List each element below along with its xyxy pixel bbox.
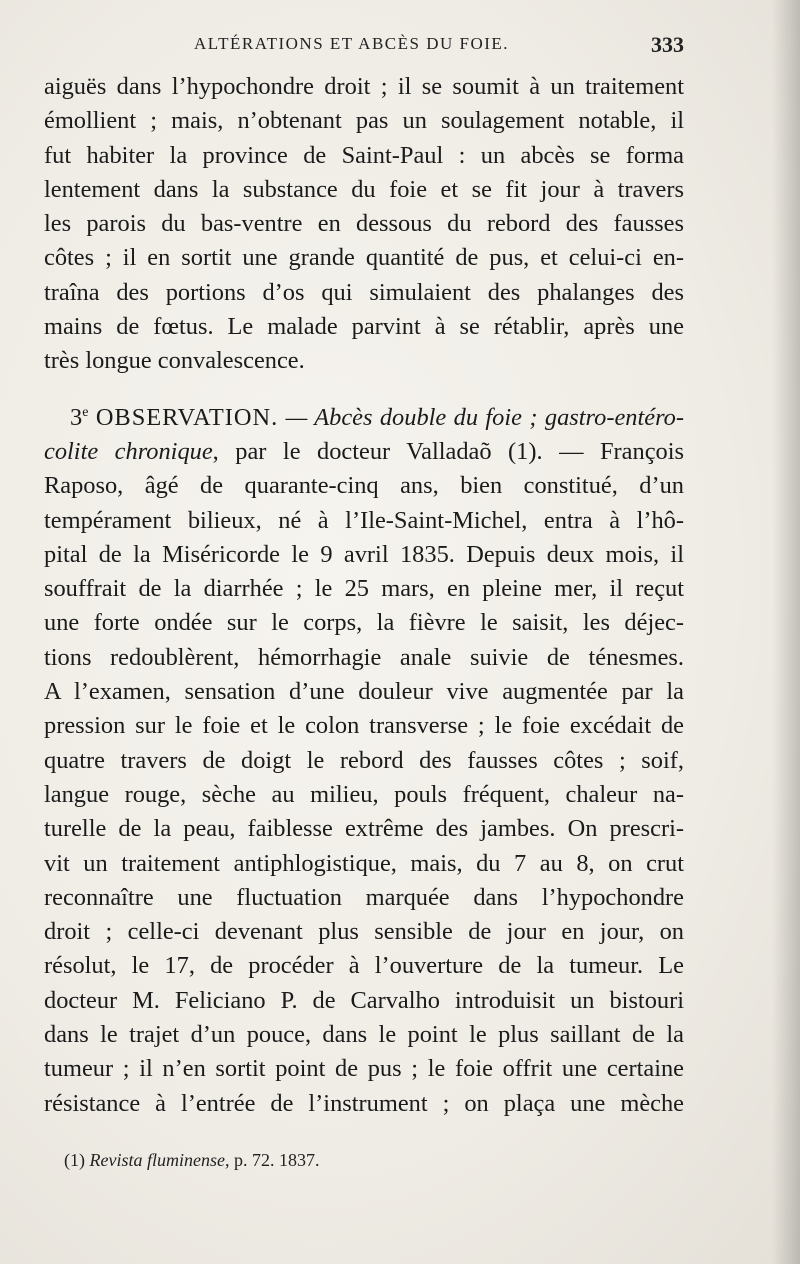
text-line: docteur M. Feliciano P. de Carvalho introduisit un bistouri [44,986,684,1014]
observation-number: 3 [70,403,83,431]
text-line: A l’examen, sensation d’une douleur vive augmentée par la [44,678,684,706]
text-line: pital de la Miséricorde le 9 avril 1835. Depuis deux mois, il [44,540,684,568]
page-number: 333 [651,32,684,57]
observation-heading-line [44,396,684,435]
footnote [64,1150,664,1171]
text-line: reconnaître une fluctuation marquée dans l’hypochondre [44,883,684,911]
text-line: tions redoublèrent, hémorrhagie anale suivie de ténesmes. [44,643,684,671]
text-line: tempérament bilieux, né à l’Ile-Saint-Michel, entra à l’hô- [44,506,684,534]
text-line [44,435,684,469]
page-header [44,30,684,64]
text-line: quatre travers de doigt le rebord des fausses côtes ; soif, [44,746,684,774]
observation-label: OBSERVATION. [95,403,279,431]
text-line: une forte ondée sur le corps, la fièvre le saisit, les déjec- [44,609,684,637]
text-line: langue rouge, sèche au milieu, pouls fréquent, chaleur na- [44,780,684,808]
text-line: résolut, le 17, de procéder à l’ouverture de la tumeur. Le [44,952,684,980]
spine-shadow [772,0,800,1264]
paragraph-gap [44,379,684,396]
text-line: émollient ; mais, n’obtenant pas un soulagement notable, il [44,107,684,135]
body-text [44,70,684,1121]
text-line: côtes ; il en sortit une grande quantité de pus, et celui-ci en- [44,244,684,272]
observation-title: — Abcès double du foie ; gastro-entéro- [285,403,684,431]
text-line: Raposo, âgé de quarante-cinq ans, bien constitué, d’un [44,472,684,500]
text-line: vit un traitement antiphlogistique, mais, du 7 au 8, on crut [44,849,684,877]
text-line: tumeur ; il n’en sortit point de pus ; le foie offrit une certaine [44,1055,684,1083]
running-title: ALTÉRATIONS ET ABCÈS DU FOIE. [194,34,510,53]
text-line: lentement dans la substance du foie et se fit jour à travers [44,175,684,203]
observation-title-continued: colite chronique [44,437,213,465]
text-line: fut habiter la province de Saint-Paul : un abcès se forma [44,141,684,169]
text-line: turelle de la peau, faiblesse extrême des jambes. On prescri- [44,815,684,843]
text-line: dans le trajet d’un pouce, dans le point le plus saillant de la [44,1021,684,1049]
text-line: souffrait de la diarrhée ; le 25 mars, en pleine mer, il reçut [44,575,684,603]
text-line: aiguës dans l’hypochondre droit ; il se soumit à un traitement [44,73,684,100]
footnote-marker: (1) [64,1150,85,1170]
text-line: très longue convalescence. [44,347,305,375]
footnote-reference: , p. 72. 1837. [224,1150,320,1170]
text-line: droit ; celle-ci devenant plus sensible de jour en jour, on [44,918,684,946]
paragraph-2 [44,396,684,1121]
text-line: mains de fœtus. Le malade parvint à se rétablir, après une [44,313,684,341]
footnote-source: Revista fluminense [89,1150,225,1170]
observation-number-suffix: e [82,404,89,420]
text-line: traîna des portions d’os qui simulaient des phalanges des [44,278,684,306]
paragraph-1 [44,70,684,379]
observation-author: , par le docteur Valladaõ (1). — François [212,437,684,465]
text-line: les parois du bas-ventre en dessous du rebord des fausses [44,210,684,238]
text-line: résistance à l’entrée de l’instrument ; on plaça une mèche [44,1089,684,1117]
text-line: pression sur le foie et le colon transverse ; le foie excédait de [44,712,684,740]
